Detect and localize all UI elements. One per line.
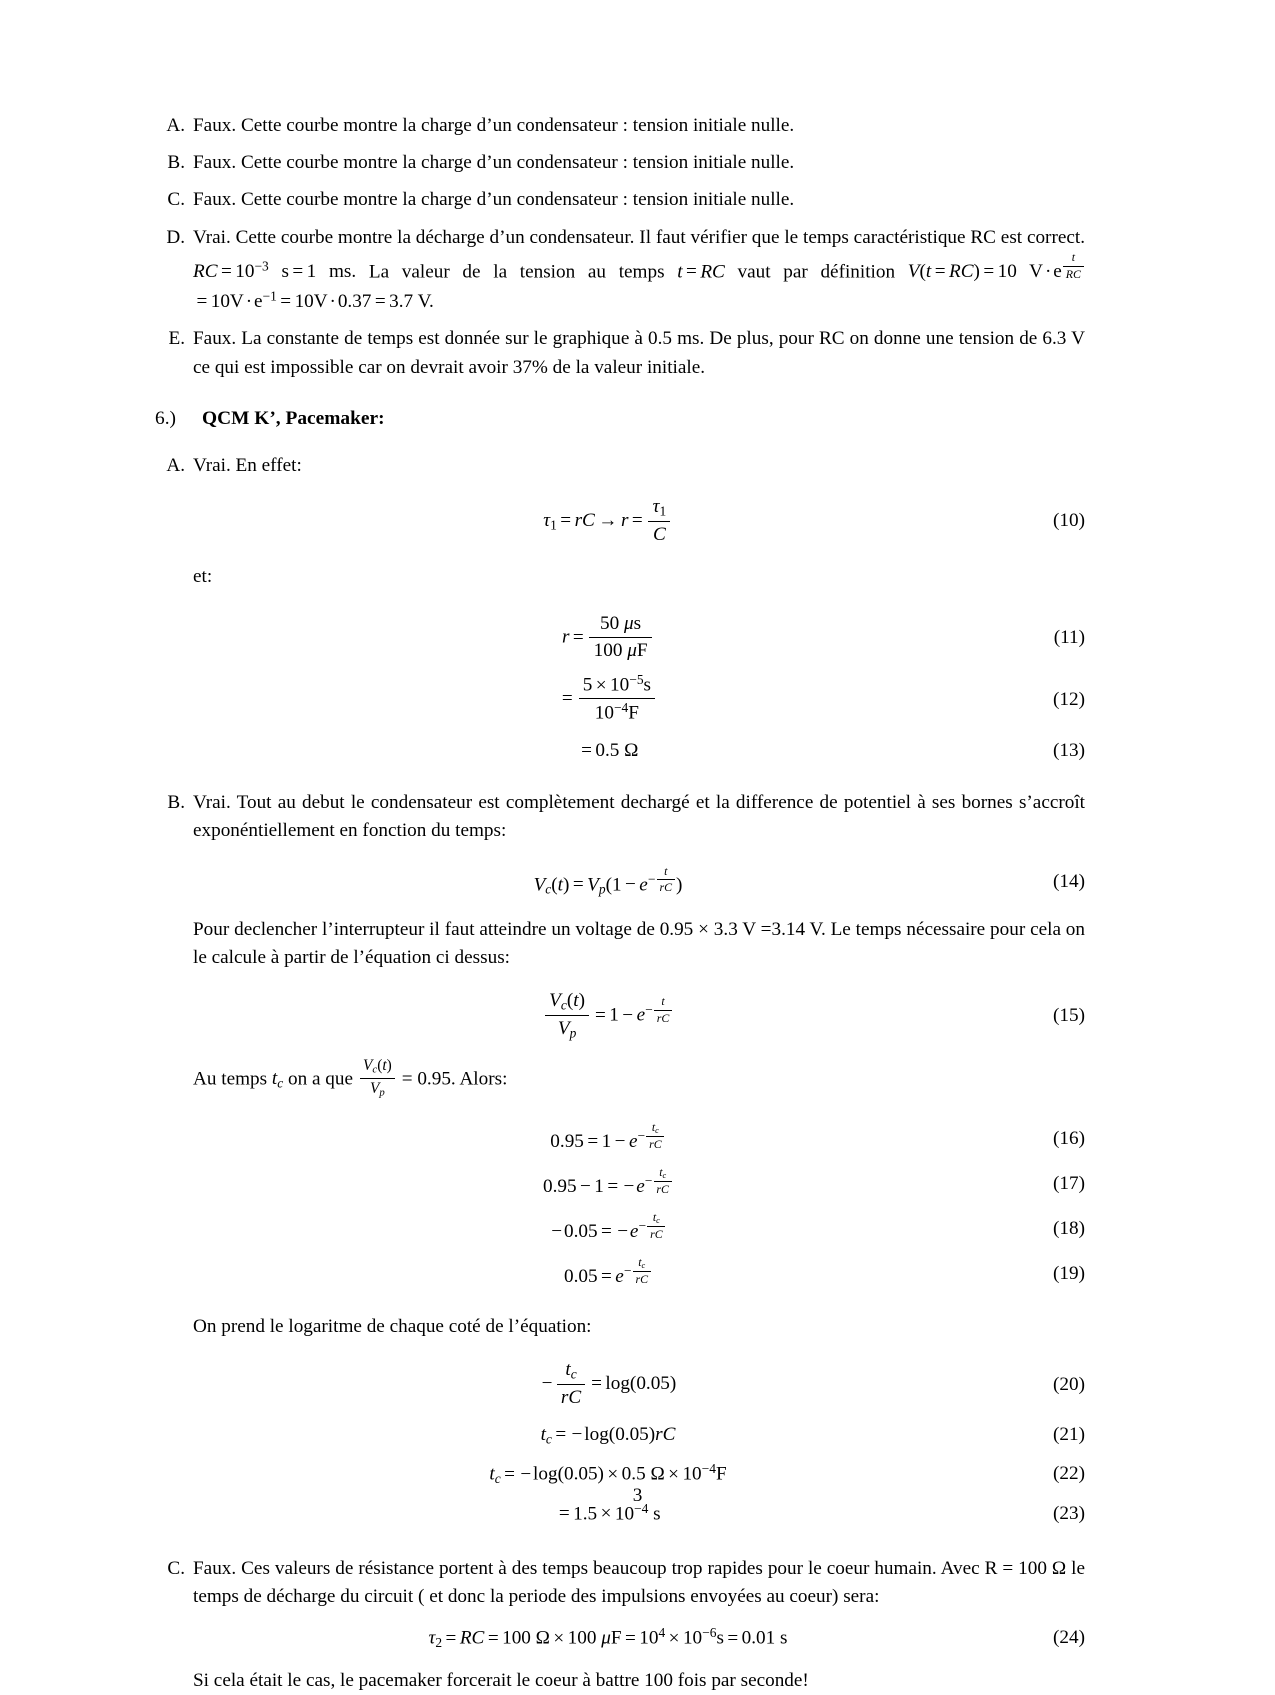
equation-13-number: (13) bbox=[1053, 739, 1085, 761]
equation-21-number: (21) bbox=[1053, 1423, 1085, 1445]
paragraph-logarithm: On prend le logaritme de chaque coté de l’équation: bbox=[193, 1316, 592, 1338]
paragraph-tc-condition bbox=[193, 1059, 1085, 1102]
answer-list-q5 bbox=[155, 112, 1085, 382]
list-marker: E. bbox=[168, 328, 185, 350]
paragraph-tc-suffix: = 0.95. Alors: bbox=[396, 1068, 508, 1090]
equation-17-number: (17) bbox=[1053, 1172, 1085, 1194]
equation-12 bbox=[193, 673, 1085, 726]
equation-23-number: (23) bbox=[1053, 1502, 1085, 1524]
list-item bbox=[155, 224, 1085, 317]
section-heading-6 bbox=[155, 408, 1085, 430]
equation-14-number: (14) bbox=[1053, 871, 1085, 893]
list-item-text: Faux. Cette courbe montre la charge d’un condensateur : tension initiale nulle. bbox=[193, 189, 795, 211]
list-marker: C. bbox=[167, 1557, 185, 1579]
equation-20-number: (20) bbox=[1053, 1373, 1085, 1395]
paragraph-tc-prefix: Au temps bbox=[193, 1068, 272, 1090]
equation-11-number: (11) bbox=[1053, 627, 1085, 649]
section-title: QCM K’, Pacemaker: bbox=[202, 407, 385, 429]
list-marker: B. bbox=[167, 791, 185, 813]
section-number: 6.) bbox=[155, 407, 177, 429]
equation-15-body: $\frac{V_c(t)}{V_p}$ = 1 − e− $\frac{t}{rC}$ bbox=[193, 990, 1023, 1043]
list-item-text: Vrai. En effet: bbox=[193, 454, 302, 476]
inline-math-vdef: V(t = RC) = 10 V·e $\frac{t}{RC}$ = $10V\cdot e^{-1} = 10V\cdot 0.37 = 3.7$ V. bbox=[193, 261, 1085, 312]
et-label: et: bbox=[193, 566, 213, 588]
equation-22-body: $t_c = -\log(0.05) \times 0.5$ $\Omega \times 10^{-4}F$ bbox=[489, 1460, 727, 1486]
equation-11-body: r = $\frac{50 \mu s}{100 \mu F}$ bbox=[193, 613, 1023, 663]
equation-20 bbox=[193, 1359, 1085, 1410]
list-item bbox=[155, 325, 1085, 381]
equation-11 bbox=[193, 613, 1085, 663]
answer-list-q6 bbox=[155, 452, 1085, 1695]
equation-14-body: $V_c(t) = V_p(1 - e^-$ $\frac{t}{rC}$ ) bbox=[533, 863, 683, 897]
equation-14 bbox=[193, 865, 1085, 900]
list-item-text: Faux. La constante de temps est donnée sur le graphique à 0.5 ms. De plus, pour RC on donne une tension de 6.3 V ce qui est impossible car on devrait avoir 37% de la valeur initiale. bbox=[193, 328, 1085, 378]
list-item bbox=[155, 149, 1085, 177]
equation-20-body: − $\frac{t_c}{rC}$ = log(0.05) bbox=[541, 1359, 677, 1409]
equation-18-body: −0.05 = −e− $\frac{t_c}{rC}$ bbox=[193, 1211, 1023, 1246]
equation-10-body: $\tau_1$ = rC → r = $\frac{\tau_1}{C}$ bbox=[193, 496, 1023, 547]
equation-10 bbox=[193, 496, 1085, 547]
list-marker: B. bbox=[167, 152, 185, 174]
equation-16 bbox=[193, 1121, 1085, 1156]
equation-24-body: $\tau_2$ = RC = 100 Ω × 100 $\mu F = 10^4 \times 10^{-6}s = 0.01$ s bbox=[428, 1625, 788, 1651]
equation-17-body: 0.95 − 1 = −e− $\frac{t_c}{rC}$ bbox=[193, 1166, 1023, 1201]
inline-math-tc: $t_c$ bbox=[271, 1068, 284, 1091]
list-item-text: Faux. Cette courbe montre la charge d’un condensateur : tension initiale nulle. bbox=[193, 115, 795, 136]
inline-math-vc-over-vp: $\frac{V_c(t)}{V_p}$ bbox=[358, 1058, 397, 1101]
paragraph-tc-mid: on a que bbox=[283, 1068, 358, 1090]
list-marker: D. bbox=[166, 226, 185, 248]
equation-18-number: (18) bbox=[1053, 1217, 1085, 1239]
equation-21-body: $t_c = -\log(0.05)rC$ bbox=[540, 1423, 676, 1446]
answer-d-part1: Vrai. Cette courbe montre la décharge d’un condensateur. Il faut vérifier que le temps caractéristique RC est correct. bbox=[193, 226, 1085, 248]
equation-22-number: (22) bbox=[1053, 1462, 1085, 1484]
equation-12-body: = $\frac{5 \times 10^{-5}s}{10^{-4}F}$ bbox=[193, 673, 1023, 726]
answer-d-part3: vaut par définition bbox=[724, 261, 908, 283]
list-item-text: Faux. Cette courbe montre la charge d’un condensateur : tension initiale nulle. bbox=[193, 152, 795, 174]
equation-15-number: (15) bbox=[1053, 1005, 1085, 1027]
page-number: 3 bbox=[632, 1485, 643, 1506]
list-item-text: Faux. Ces valeurs de résistance portent à des temps beaucoup trop rapides pour le coeur humain. Avec R = 100 Ω le temps de décharge du circuit ( et donc la periode des impulsions envoyées au coeur) sera: bbox=[193, 1557, 1085, 1607]
equation-13-body: = 0.5 Ω bbox=[581, 739, 639, 761]
inline-math-t-eq-rc: t = RC bbox=[677, 261, 725, 283]
paragraph-trigger-voltage: Pour declencher l’interrupteur il faut atteindre un voltage de 0.95 × 3.3 V =3.14 V. Le temps nécessaire pour cela on le calcule à partir de l’équation ci dessus: bbox=[193, 918, 1085, 968]
equation-16-number: (16) bbox=[1053, 1127, 1085, 1149]
equation-21 bbox=[193, 1421, 1085, 1449]
equation-10-number: (10) bbox=[1053, 510, 1085, 532]
equation-17 bbox=[193, 1166, 1085, 1201]
paragraph-closing: Si cela était le cas, le pacemaker forcerait le coeur à battre 100 fois par seconde! bbox=[193, 1670, 809, 1692]
answer-d-part2: La valeur de la tension au temps bbox=[356, 261, 678, 283]
equation-19-number: (19) bbox=[1053, 1262, 1085, 1284]
equation-19-body: 0.05 = e− $\frac{t_c}{rC}$ bbox=[193, 1256, 1023, 1291]
equation-24-number: (24) bbox=[1053, 1626, 1085, 1648]
list-item-text bbox=[193, 227, 1085, 312]
equation-24 bbox=[193, 1623, 1085, 1653]
list-item-text: Vrai. Tout au debut le condensateur est complètement dechargé et la difference de potentiel à ses bornes s’accroît exponéntiellement en fonction du temps: bbox=[193, 791, 1085, 841]
equation-15 bbox=[193, 990, 1085, 1043]
list-marker: C. bbox=[167, 189, 185, 211]
equation-13 bbox=[193, 737, 1085, 765]
list-marker: A. bbox=[166, 115, 185, 136]
equation-group-16-19 bbox=[193, 1121, 1085, 1291]
equation-group-11-13 bbox=[193, 613, 1085, 764]
equation-23-body: = $1.5 \times 10^{-4}$ s bbox=[558, 1500, 661, 1525]
page-content bbox=[155, 112, 1085, 1695]
equation-12-number: (12) bbox=[1053, 688, 1085, 710]
list-item bbox=[155, 1555, 1085, 1695]
equation-19 bbox=[193, 1256, 1085, 1291]
inline-math-rc: RC = $10^{-3}$ s = 1 ms. bbox=[193, 258, 357, 283]
equation-16-body: 0.95 = 1 − e− $\frac{t_c}{rC}$ bbox=[193, 1121, 1023, 1156]
list-item bbox=[155, 452, 1085, 765]
list-item bbox=[155, 112, 1085, 140]
list-marker: A. bbox=[166, 454, 185, 476]
list-item bbox=[155, 186, 1085, 214]
list-item bbox=[155, 789, 1085, 1529]
equation-18 bbox=[193, 1211, 1085, 1246]
